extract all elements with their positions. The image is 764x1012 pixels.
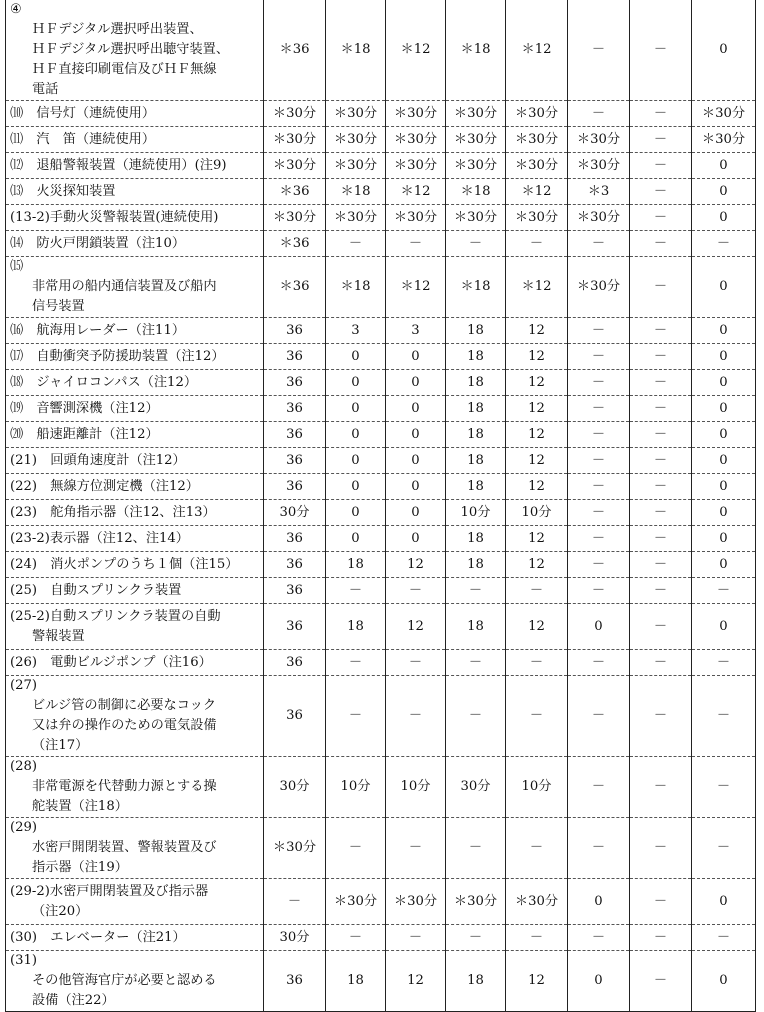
duration-cell: － — [568, 101, 630, 127]
equipment-name-cell — [6, 757, 264, 818]
duration-cell: 36 — [264, 578, 326, 604]
duration-cell: ＊30分 — [264, 101, 326, 127]
table-row — [6, 205, 756, 231]
duration-cell: 0 — [692, 205, 756, 231]
duration-cell: 18 — [326, 604, 386, 650]
duration-cell: － — [630, 257, 692, 318]
duration-cell: － — [326, 818, 386, 879]
duration-cell: － — [630, 0, 692, 101]
duration-cell: 0 — [692, 474, 756, 500]
duration-cell: ＊18 — [446, 0, 506, 101]
label-line: 信号装置 — [32, 299, 85, 314]
duration-cell: 12 — [506, 604, 568, 650]
table-row — [6, 153, 756, 179]
duration-cell: － — [568, 578, 630, 604]
duration-cell: － — [630, 231, 692, 257]
duration-cell: － — [446, 231, 506, 257]
duration-cell: 0 — [692, 448, 756, 474]
equipment-name-cell: ⑿ 退船警報装置（連続使用）(注9) — [6, 153, 264, 179]
duration-cell: － — [386, 818, 446, 879]
label-line: 設備（注22） — [32, 993, 115, 1008]
duration-cell: 0 — [692, 396, 756, 422]
duration-cell: 0 — [326, 448, 386, 474]
duration-cell: 0 — [386, 344, 446, 370]
duration-cell: － — [446, 818, 506, 879]
duration-cell: ＊30分 — [506, 153, 568, 179]
table-row — [6, 422, 756, 448]
duration-cell: ＊30分 — [386, 127, 446, 153]
duration-cell: 36 — [264, 552, 326, 578]
duration-cell: ＊30分 — [326, 153, 386, 179]
table-row — [6, 552, 756, 578]
duration-cell: 18 — [446, 370, 506, 396]
label-line: （注20） — [32, 903, 89, 919]
duration-cell: 0 — [326, 422, 386, 448]
duration-cell: 18 — [326, 552, 386, 578]
duration-cell: 12 — [506, 951, 568, 1012]
label-line: (29) — [10, 820, 38, 835]
duration-cell: ＊30分 — [386, 153, 446, 179]
table-row — [6, 650, 756, 676]
duration-cell: 10分 — [446, 500, 506, 526]
duration-cell: 0 — [692, 879, 756, 925]
label-line: ＨＦデジタル選択呼出装置、 — [32, 22, 203, 37]
label-line: ＨＦデジタル選択呼出聴守装置、 — [32, 42, 230, 57]
duration-cell: － — [568, 925, 630, 951]
duration-cell: 36 — [264, 676, 326, 757]
duration-cell: 0 — [692, 344, 756, 370]
duration-cell: 36 — [264, 650, 326, 676]
duration-cell: 12 — [506, 526, 568, 552]
duration-cell: ＊36 — [264, 231, 326, 257]
duration-cell: － — [630, 153, 692, 179]
duration-cell: ＊36 — [264, 0, 326, 101]
duration-cell: ＊30分 — [506, 879, 568, 925]
table-row — [6, 127, 756, 153]
duration-cell: 0 — [386, 396, 446, 422]
duration-cell: ＊30分 — [506, 127, 568, 153]
equipment-name-cell: ⒁ 防火戸閉鎖装置（注10） — [6, 231, 264, 257]
duration-cell: － — [630, 370, 692, 396]
duration-cell: － — [506, 925, 568, 951]
duration-cell: ＊30分 — [326, 127, 386, 153]
equipment-name-cell: ⒃ 航海用レーダー（注11） — [6, 318, 264, 344]
duration-cell: 10分 — [386, 757, 446, 818]
duration-cell: 0 — [568, 604, 630, 650]
duration-cell: 10分 — [506, 500, 568, 526]
duration-cell: 3 — [386, 318, 446, 344]
duration-cell: ＊30分 — [446, 101, 506, 127]
duration-cell: 0 — [692, 179, 756, 205]
equipment-name-cell — [6, 604, 264, 650]
duration-cell: － — [446, 925, 506, 951]
duration-cell: － — [630, 925, 692, 951]
duration-cell: ＊30分 — [568, 127, 630, 153]
duration-cell: 36 — [264, 344, 326, 370]
duration-cell: 0 — [326, 344, 386, 370]
duration-cell: － — [630, 879, 692, 925]
duration-cell: ＊30分 — [568, 257, 630, 318]
duration-cell: － — [630, 578, 692, 604]
duration-cell: 30分 — [264, 757, 326, 818]
duration-cell: 30分 — [264, 500, 326, 526]
table-row — [6, 396, 756, 422]
duration-cell: － — [630, 318, 692, 344]
label-line: 指示器（注19） — [32, 860, 128, 875]
duration-cell: 18 — [446, 422, 506, 448]
duration-cell: 0 — [692, 370, 756, 396]
equipment-name-cell: (23) 舵角指示器（注12、注13） — [6, 500, 264, 526]
duration-cell: 12 — [506, 422, 568, 448]
duration-cell: 18 — [446, 344, 506, 370]
label-line: （注17） — [32, 738, 89, 753]
duration-cell: － — [568, 552, 630, 578]
duration-cell: ＊30分 — [386, 101, 446, 127]
duration-cell: 0 — [386, 500, 446, 526]
duration-cell: － — [446, 650, 506, 676]
equipment-name-cell — [6, 818, 264, 879]
duration-cell: 0 — [692, 552, 756, 578]
label-line: ⒂ — [10, 259, 24, 274]
duration-cell: 18 — [446, 396, 506, 422]
duration-cell: ＊18 — [326, 0, 386, 101]
duration-cell: ＊18 — [326, 179, 386, 205]
equipment-name-cell: (30) エレベーター（注21） — [6, 925, 264, 951]
duration-cell: 0 — [386, 448, 446, 474]
duration-cell: － — [692, 818, 756, 879]
duration-cell: － — [568, 370, 630, 396]
label-line: ビルジ管の制御に必要なコック — [32, 698, 217, 713]
table-row — [6, 951, 756, 1012]
duration-cell: － — [630, 552, 692, 578]
duration-cell: － — [446, 578, 506, 604]
duration-cell: ＊12 — [386, 0, 446, 101]
duration-cell: － — [692, 578, 756, 604]
equipment-name-cell: ⒀ 火災探知装置 — [6, 179, 264, 205]
duration-cell: － — [568, 396, 630, 422]
duration-cell: － — [326, 676, 386, 757]
duration-cell: ＊12 — [506, 257, 568, 318]
duration-cell: 0 — [386, 370, 446, 396]
duration-cell: 12 — [506, 344, 568, 370]
label-line: ＨＦ直接印刷電信及びＨＦ無線 — [32, 62, 217, 77]
duration-cell: － — [568, 676, 630, 757]
duration-cell: － — [630, 179, 692, 205]
duration-cell: － — [506, 676, 568, 757]
table-row — [6, 344, 756, 370]
duration-cell: ＊18 — [446, 257, 506, 318]
duration-cell: 36 — [264, 474, 326, 500]
table-row — [6, 257, 756, 318]
duration-cell: 0 — [692, 422, 756, 448]
duration-cell: 10分 — [506, 757, 568, 818]
duration-cell: 30分 — [264, 925, 326, 951]
duration-cell: 36 — [264, 526, 326, 552]
duration-cell: － — [326, 925, 386, 951]
duration-cell: ＊30分 — [568, 205, 630, 231]
table-row — [6, 578, 756, 604]
duration-cell: － — [630, 818, 692, 879]
label-line: 警報装置 — [32, 628, 85, 644]
duration-cell: － — [630, 676, 692, 757]
duration-cell: － — [326, 650, 386, 676]
duration-cell: 18 — [326, 951, 386, 1012]
duration-cell: ＊30分 — [446, 153, 506, 179]
duration-cell: ＊30分 — [326, 101, 386, 127]
duration-cell: 0 — [326, 396, 386, 422]
duration-cell: 0 — [692, 0, 756, 101]
equipment-name-cell — [6, 951, 264, 1012]
duration-cell: ＊12 — [506, 179, 568, 205]
equipment-name-cell — [6, 879, 264, 925]
duration-cell: ＊30分 — [692, 101, 756, 127]
duration-cell: 36 — [264, 370, 326, 396]
duration-cell: － — [568, 448, 630, 474]
duration-cell: ＊30分 — [446, 205, 506, 231]
duration-cell: ＊30分 — [264, 818, 326, 879]
duration-cell: － — [692, 650, 756, 676]
duration-cell: － — [326, 578, 386, 604]
duration-cell: ＊12 — [386, 257, 446, 318]
duration-cell: 12 — [506, 448, 568, 474]
duration-cell: － — [568, 231, 630, 257]
label-line: ④ — [10, 2, 22, 17]
table-row — [6, 101, 756, 127]
table-row — [6, 526, 756, 552]
duration-cell: － — [386, 578, 446, 604]
label-line: 又は弁の操作のための電気設備 — [32, 718, 217, 733]
duration-cell: 0 — [692, 257, 756, 318]
duration-cell: － — [630, 448, 692, 474]
duration-cell: － — [630, 951, 692, 1012]
table-row — [6, 676, 756, 757]
duration-cell: 18 — [446, 552, 506, 578]
duration-cell: － — [692, 757, 756, 818]
duration-cell: ＊30分 — [568, 153, 630, 179]
table-row — [6, 500, 756, 526]
table-row — [6, 448, 756, 474]
label-line: 水密戸開閉装置、警報装置及び — [32, 840, 217, 855]
duration-cell: － — [630, 650, 692, 676]
duration-cell: 0 — [386, 474, 446, 500]
duration-cell: 0 — [692, 604, 756, 650]
equipment-name-cell: (26) 電動ビルジポンプ（注16） — [6, 650, 264, 676]
duration-cell: － — [630, 604, 692, 650]
equipment-name-cell — [6, 0, 264, 101]
duration-cell: ＊18 — [446, 179, 506, 205]
table-row — [6, 925, 756, 951]
equipment-name-cell — [6, 257, 264, 318]
table-row — [6, 879, 756, 925]
duration-cell: 0 — [568, 879, 630, 925]
duration-cell: 0 — [326, 526, 386, 552]
duration-cell: 12 — [506, 552, 568, 578]
duration-cell: 10分 — [326, 757, 386, 818]
duration-cell: 12 — [506, 396, 568, 422]
duration-cell: － — [446, 676, 506, 757]
duration-cell: 12 — [386, 951, 446, 1012]
duration-cell: 0 — [326, 370, 386, 396]
duration-cell: － — [630, 474, 692, 500]
duration-cell: － — [692, 925, 756, 951]
equipment-name-cell: (23-2)表示器（注12、注14） — [6, 526, 264, 552]
duration-cell: 36 — [264, 396, 326, 422]
duration-cell: 36 — [264, 318, 326, 344]
table-row — [6, 318, 756, 344]
duration-cell: － — [506, 578, 568, 604]
duration-cell: － — [568, 344, 630, 370]
duration-cell: 0 — [692, 526, 756, 552]
duration-cell: 30分 — [446, 757, 506, 818]
duration-cell: ＊12 — [386, 179, 446, 205]
duration-cell: 18 — [446, 604, 506, 650]
table-row — [6, 179, 756, 205]
duration-cell: － — [386, 925, 446, 951]
duration-cell: － — [630, 526, 692, 552]
duration-cell: － — [568, 474, 630, 500]
duration-cell: ＊30分 — [264, 153, 326, 179]
duration-cell: 36 — [264, 448, 326, 474]
duration-cell: ＊30分 — [326, 205, 386, 231]
duration-cell: 0 — [692, 318, 756, 344]
duration-cell: 0 — [568, 951, 630, 1012]
duration-cell: － — [630, 101, 692, 127]
label-line: 舵装置（注18） — [32, 799, 128, 814]
duration-cell: － — [568, 318, 630, 344]
duration-cell: ＊30分 — [446, 879, 506, 925]
equipment-name-cell — [6, 676, 264, 757]
duration-cell: － — [506, 650, 568, 676]
duration-cell: － — [568, 0, 630, 101]
duration-cell: ＊30分 — [692, 127, 756, 153]
duration-cell: ＊12 — [506, 0, 568, 101]
duration-cell: ＊30分 — [386, 205, 446, 231]
duration-cell: ＊36 — [264, 179, 326, 205]
label-line: 電話 — [32, 82, 59, 97]
duration-cell: － — [568, 422, 630, 448]
equipment-name-cell: (25) 自動スプリンクラ装置 — [6, 578, 264, 604]
duration-cell: 12 — [506, 474, 568, 500]
duration-cell: － — [386, 650, 446, 676]
duration-cell: 0 — [692, 951, 756, 1012]
duration-cell: 0 — [326, 500, 386, 526]
table-row — [6, 474, 756, 500]
equipment-name-cell: ⒅ ジャイロコンパス（注12） — [6, 370, 264, 396]
duration-cell: 12 — [506, 318, 568, 344]
duration-cell: － — [630, 205, 692, 231]
equipment-name-cell: ⒄ 自動衝突予防援助装置（注12） — [6, 344, 264, 370]
equipment-name-cell: (22) 無線方位測定機（注12） — [6, 474, 264, 500]
duration-cell: 36 — [264, 604, 326, 650]
duration-cell: ＊30分 — [264, 205, 326, 231]
duration-cell: － — [326, 231, 386, 257]
equipment-name-cell: (24) 消火ポンプのうち１個（注15） — [6, 552, 264, 578]
duration-cell: － — [568, 526, 630, 552]
duration-cell: － — [386, 676, 446, 757]
label-line: (25-2)自動スプリンクラ装置の自動 — [10, 608, 221, 624]
duration-cell: － — [568, 650, 630, 676]
label-line: (31) — [10, 953, 38, 968]
duration-cell: － — [692, 231, 756, 257]
duration-cell: 18 — [446, 951, 506, 1012]
duration-cell: 0 — [692, 153, 756, 179]
power-supply-table — [5, 0, 756, 1012]
label-line: 非常電源を代替動力源とする操 — [32, 779, 217, 794]
duration-cell: 0 — [386, 526, 446, 552]
duration-cell: － — [630, 500, 692, 526]
duration-cell: ＊3 — [568, 179, 630, 205]
duration-cell: 3 — [326, 318, 386, 344]
duration-cell: － — [568, 818, 630, 879]
duration-cell: － — [568, 757, 630, 818]
document-page — [5, 0, 755, 1012]
duration-cell: － — [386, 231, 446, 257]
duration-cell: － — [692, 676, 756, 757]
equipment-name-cell: ⒆ 音響測深機（注12） — [6, 396, 264, 422]
duration-cell: 18 — [446, 474, 506, 500]
duration-cell: ＊30分 — [506, 205, 568, 231]
duration-cell: 12 — [506, 370, 568, 396]
duration-cell: － — [630, 396, 692, 422]
duration-cell: 0 — [326, 474, 386, 500]
duration-cell: － — [630, 127, 692, 153]
table-row — [6, 604, 756, 650]
duration-cell: ＊30分 — [506, 101, 568, 127]
duration-cell: － — [568, 500, 630, 526]
duration-cell: － — [630, 757, 692, 818]
duration-cell: ＊30分 — [386, 879, 446, 925]
equipment-name-cell: ⑾ 汽 笛（連続使用） — [6, 127, 264, 153]
table-row — [6, 370, 756, 396]
duration-cell: ＊30分 — [446, 127, 506, 153]
duration-cell: － — [630, 422, 692, 448]
label-line: 非常用の船内通信装置及び船内 — [32, 279, 217, 294]
duration-cell: － — [506, 818, 568, 879]
duration-cell: ＊18 — [326, 257, 386, 318]
duration-cell: ＊36 — [264, 257, 326, 318]
duration-cell: 12 — [386, 604, 446, 650]
duration-cell: － — [630, 344, 692, 370]
duration-cell: 36 — [264, 422, 326, 448]
duration-cell: ＊30分 — [326, 879, 386, 925]
duration-cell: 12 — [386, 552, 446, 578]
duration-cell: 0 — [692, 500, 756, 526]
table-row — [6, 231, 756, 257]
table-row — [6, 818, 756, 879]
duration-cell: 18 — [446, 318, 506, 344]
duration-cell: 18 — [446, 526, 506, 552]
duration-cell: 36 — [264, 951, 326, 1012]
equipment-name-cell: ⒇ 船速距離計（注12） — [6, 422, 264, 448]
equipment-name-cell: (21) 回頭角速度計（注12） — [6, 448, 264, 474]
duration-cell: 18 — [446, 448, 506, 474]
label-line: その他管海官庁が必要と認める — [32, 973, 217, 988]
label-line: (27) — [10, 678, 38, 693]
table-row — [6, 0, 756, 101]
equipment-name-cell: (13-2)手動火災警報装置(連続使用) — [6, 205, 264, 231]
duration-cell: － — [264, 879, 326, 925]
duration-cell: － — [506, 231, 568, 257]
label-line: (28) — [10, 759, 38, 774]
table-row — [6, 757, 756, 818]
duration-cell: ＊30分 — [264, 127, 326, 153]
label-line: (29-2)水密戸開閉装置及び指示器 — [10, 883, 209, 899]
duration-cell: 0 — [386, 422, 446, 448]
equipment-name-cell: ⑽ 信号灯（連続使用） — [6, 101, 264, 127]
